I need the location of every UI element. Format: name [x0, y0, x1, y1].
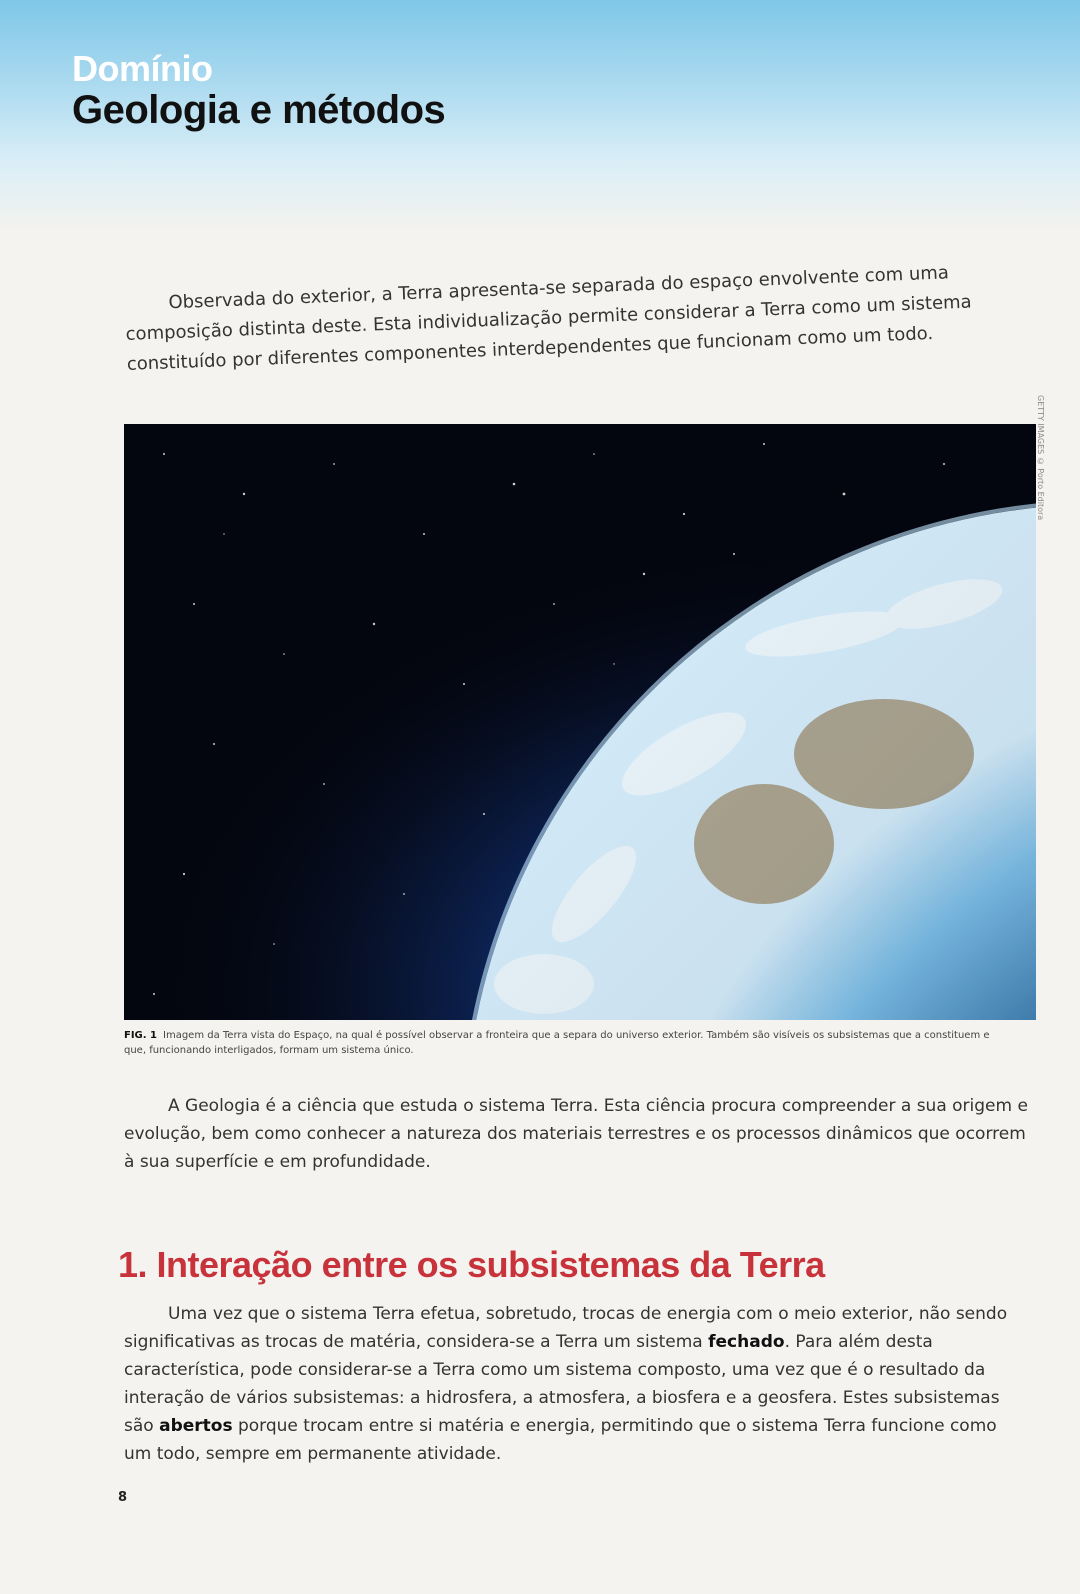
- figure-label: FIG. 1: [124, 1030, 157, 1041]
- earth-illustration: [124, 424, 1036, 1020]
- domain-label: Domínio: [72, 48, 213, 89]
- photo-credit: GETTY IMAGES © Porto Editora: [1036, 395, 1045, 521]
- domain-title: Geologia e métodos: [72, 88, 446, 132]
- section-heading: 1. Interação entre os subsistemas da Terra: [118, 1244, 825, 1285]
- term-fechado: fechado: [708, 1332, 785, 1352]
- earth-from-space-image: [124, 424, 1036, 1020]
- figure-caption: [124, 1028, 994, 1058]
- term-abertos: abertos: [159, 1416, 233, 1436]
- geology-paragraph: A Geologia é a ciência que estuda o sistema Terra. Esta ciência procura compreender a sua origem e evolução, bem como conhecer a natureza dos materiais terrestres e os processos dinâmicos que ocorrem à sua superfície e em profundidade.: [124, 1096, 1028, 1172]
- subsystems-text-3: porque trocam entre si matéria e energia, permitindo que o sistema Terra funcione como um todo, sempre em permanente atividade.: [124, 1416, 997, 1464]
- intro-paragraph: Observada do exterior, a Terra apresenta-se separada do espaço envolvente com uma composição distinta deste. Esta individualização permite considerar a Terra como um sistema constituído por diferentes componentes interdependentes que funcionam como um todo.: [125, 262, 973, 375]
- subsystems-paragraph: [124, 1300, 1028, 1468]
- page-number: 8: [118, 1490, 128, 1505]
- subsystems-text-1: Uma vez que o sistema Terra efetua, sobretudo, trocas de energia com o meio exterior, não sendo significativas as trocas de matéria, considera-se a Terra um sistema: [124, 1304, 1008, 1352]
- figure-caption-text: Imagem da Terra vista do Espaço, na qual é possível observar a fronteira que a separa do universo exterior. Também são visíveis os subsistemas que a constituem e que, funcionando interligados, formam um sistema único.: [124, 1030, 990, 1056]
- subsystems-text-2: . Para além desta característica, pode considerar-se a Terra como um sistema composto, uma vez que é o resultado da interação de vários subsistemas: a hidrosfera, a atmosfera, a biosfera e a geosfera. Estes subsistemas são: [124, 1332, 1000, 1436]
